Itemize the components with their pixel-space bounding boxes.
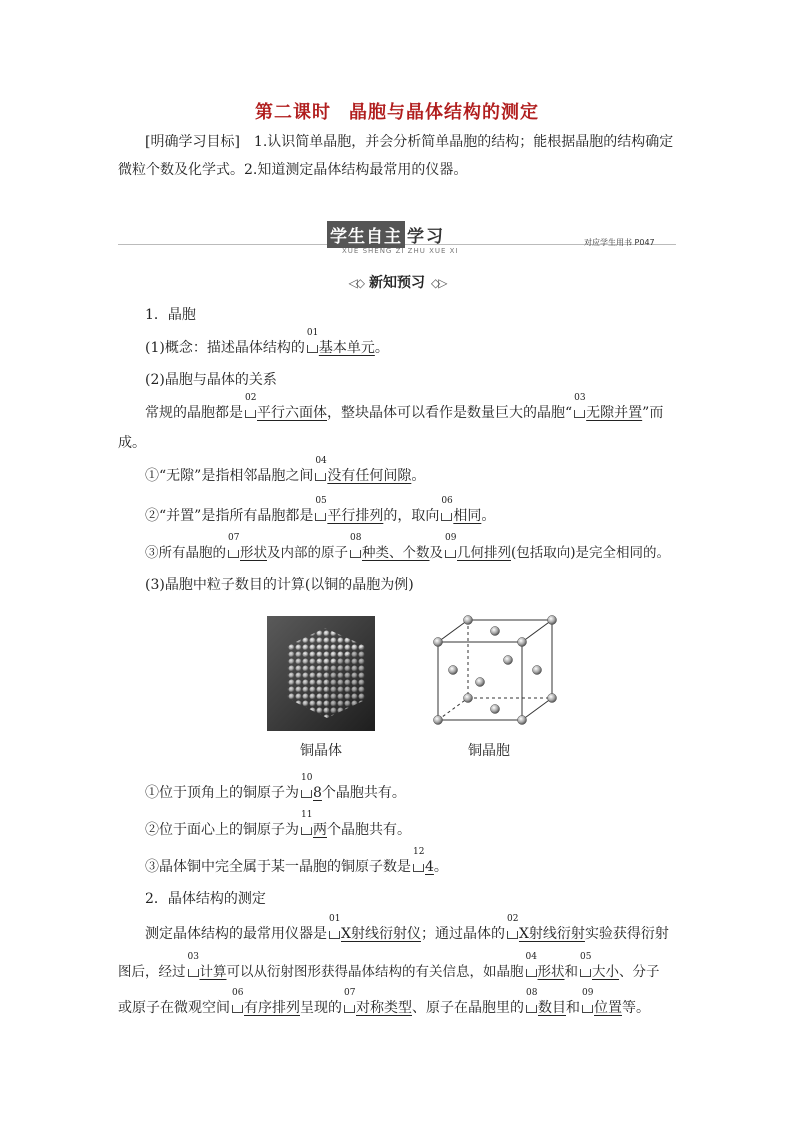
blank-09: 09 几何排列 bbox=[445, 533, 511, 561]
s1-heading-count: (3)晶胞中粒子数目的计算(以铜的晶胞为例) bbox=[145, 577, 414, 593]
s1-line-identical: ③所有晶胞的 07 形状及内部的原子 08 种类、个数及 09 几何排列(包括取向)是完全相同的。 bbox=[145, 533, 671, 561]
banner-pinyin: XUE SHENG ZI ZHU XUE XI bbox=[342, 247, 459, 255]
banner-box: 学生自主 bbox=[327, 221, 405, 248]
s2-blank-01: 01 X射线衍射仪 bbox=[329, 914, 421, 942]
s1-line-concept: (1)概念：描述晶体结构的 01 基本单元。 bbox=[145, 328, 389, 356]
title-part2: 晶胞与晶体结构的测定 bbox=[349, 102, 539, 123]
s2-blank-02: 02 X射线衍射 bbox=[506, 914, 585, 942]
right-ornament-icon: ◇▷ bbox=[431, 276, 446, 290]
objectives-line1: [明确学习目标] 1.认识简单晶胞，并会分析简单晶胞的结构；能根据晶胞的结构确定 bbox=[145, 134, 674, 150]
s2-blank-04: 04 形状 bbox=[525, 952, 565, 980]
s2-line1: 测定晶体结构的最常用仪器是 01 X射线衍射仪；通过晶体的 02 X射线衍射实验获得衍射 bbox=[145, 914, 669, 942]
s1-line-face: ②位于面心上的铜原子为 11 两个晶胞共有。 bbox=[145, 810, 411, 838]
blank-12: 12 4 bbox=[413, 847, 434, 875]
page-title bbox=[0, 98, 794, 124]
s2-line2: 图后，经过 03 计算可以从衍射图形获得晶体结构的有关信息，如晶胞 04 形状和 05 大小、分子 bbox=[118, 952, 660, 980]
s2-blank-09: 09 位置 bbox=[582, 988, 622, 1016]
objectives-line2: 微粒个数及化学式。2.知道测定晶体结构最常用的仪器。 bbox=[118, 162, 468, 178]
blank-04: 04 没有任何间隙 bbox=[315, 456, 412, 484]
subheading bbox=[0, 272, 794, 292]
s2-blank-08: 08 数目 bbox=[526, 988, 566, 1016]
blank-03: 03 无隙并置 bbox=[574, 393, 643, 421]
section2-heading: 2．晶体结构的测定 bbox=[145, 891, 266, 907]
blank-08: 08 种类、个数 bbox=[350, 533, 430, 561]
blank-07: 07 形状 bbox=[228, 533, 267, 561]
blank-11: 11 两 bbox=[301, 810, 327, 838]
s1-line-relation-cont: 成。 bbox=[118, 435, 146, 451]
copper-unit-cell-diagram bbox=[430, 612, 560, 734]
left-ornament-icon: ◁◇ bbox=[348, 276, 363, 290]
page-reference: 对应学生用书 P047 bbox=[584, 238, 655, 247]
s1-heading-relation: (2)晶胞与晶体的关系 bbox=[145, 372, 277, 388]
caption-copper-unit-cell: 铜晶胞 bbox=[468, 743, 510, 759]
banner-text: 学习 bbox=[407, 227, 445, 247]
copper-crystal-image bbox=[267, 616, 375, 735]
blank-02: 02 平行六面体 bbox=[245, 393, 327, 421]
s1-line-corner: ①位于顶角上的铜原子为 10 8个晶胞共有。 bbox=[145, 773, 406, 801]
s2-blank-07: 07 对称类型 bbox=[344, 988, 412, 1016]
section1-heading: 1．晶胞 bbox=[145, 307, 196, 323]
s1-line-parallel: ②“并置”是指所有晶胞都是 05 平行排列的，取向 06 相同。 bbox=[145, 496, 496, 524]
s2-line3: 或原子在微观空间 06 有序排列呈现的 07 对称类型、原子在晶胞里的 08 数目和 09 位置等。 bbox=[118, 988, 650, 1016]
s2-blank-03: 03 计算 bbox=[187, 952, 227, 980]
blank-05: 05 平行排列 bbox=[315, 496, 384, 524]
title-part1: 第二课时 bbox=[255, 102, 331, 123]
blank-01: 01 基本单元 bbox=[306, 328, 375, 356]
s1-line-relation: 常规的晶胞都是 02 平行六面体，整块晶体可以看作是数量巨大的晶胞“ 03 无隙并置”而 bbox=[145, 393, 664, 421]
s1-line-total: ③晶体铜中完全属于某一晶胞的铜原子数是 12 4。 bbox=[145, 847, 448, 875]
s2-blank-05: 05 大小 bbox=[580, 952, 619, 980]
s1-line-no-gap: ①“无隙”是指相邻晶胞之间 04 没有任何间隙。 bbox=[145, 456, 426, 484]
section-banner bbox=[327, 221, 445, 248]
subheading-text: 新知预习 bbox=[369, 275, 425, 291]
caption-copper-crystal: 铜晶体 bbox=[300, 743, 342, 759]
blank-06: 06 相同 bbox=[441, 496, 482, 524]
blank-10: 10 8 bbox=[301, 773, 322, 801]
s2-blank-06: 06 有序排列 bbox=[232, 988, 300, 1016]
